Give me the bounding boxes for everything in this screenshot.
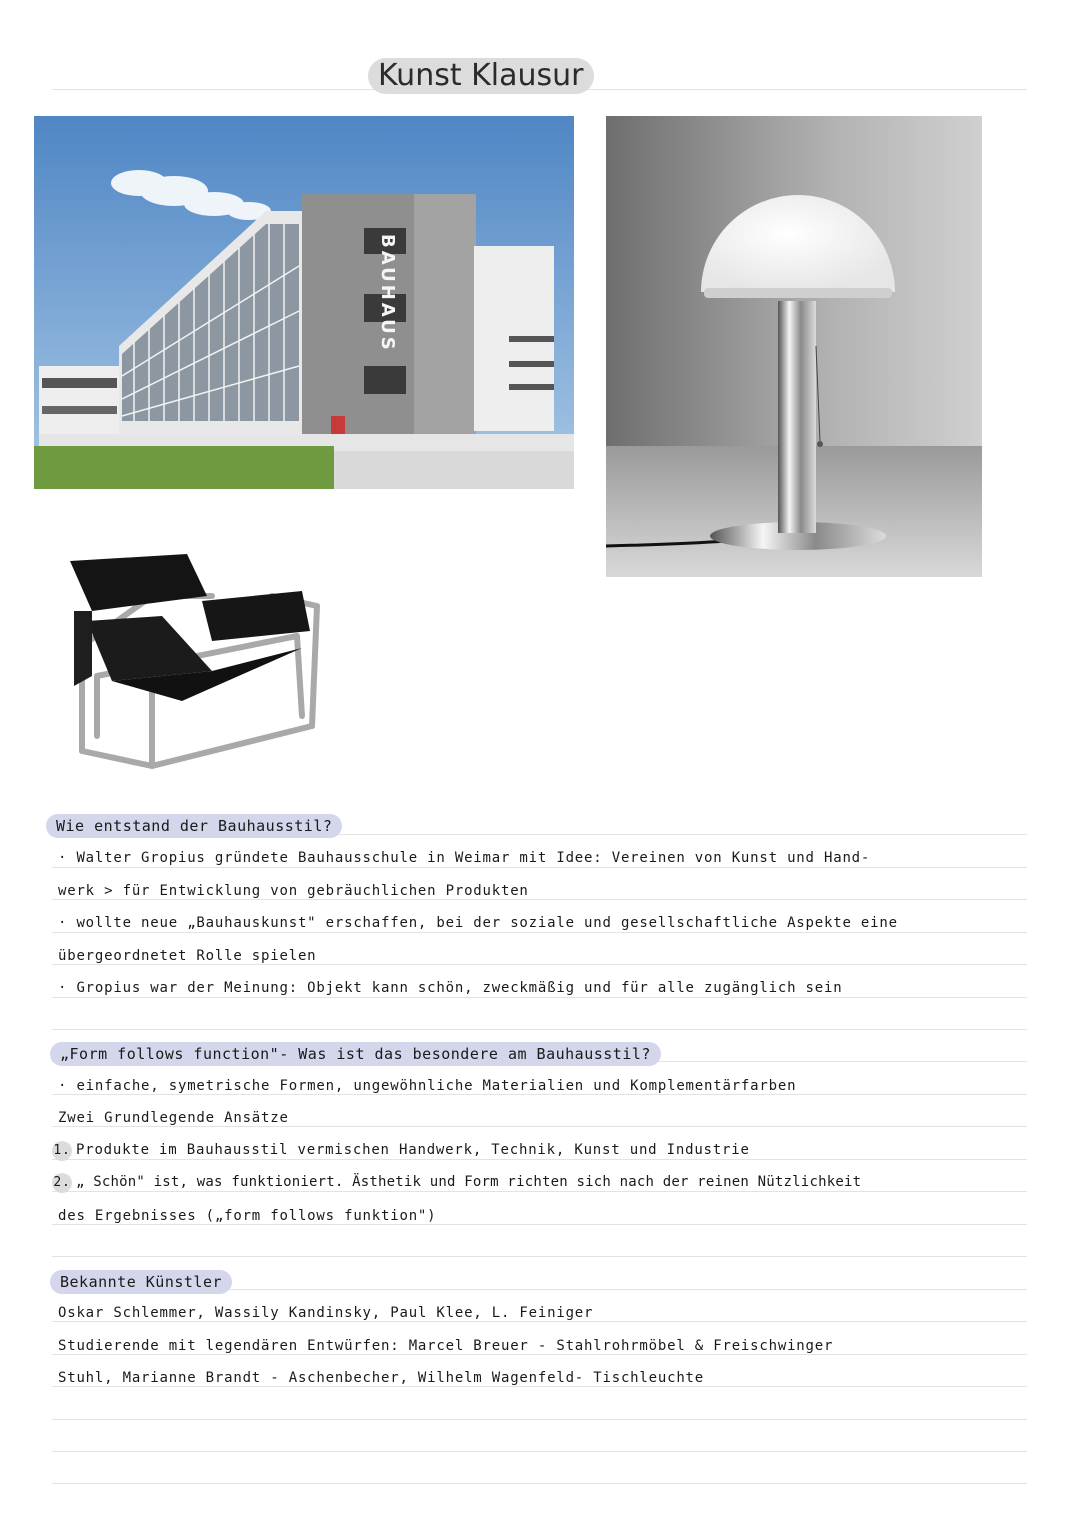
- numbered-point: [52, 1141, 750, 1161]
- ruled-line: [52, 867, 1027, 868]
- ruled-line: [52, 1321, 1027, 1322]
- note-line: Oskar Schlemmer, Wassily Kandinsky, Paul Klee, L. Feiniger: [58, 1305, 594, 1321]
- point-text: Produkte im Bauhausstil vermischen Handwerk, Technik, Kunst und Industrie: [76, 1142, 750, 1158]
- ruled-line: [52, 1419, 1027, 1420]
- ruled-line: [52, 1386, 1027, 1387]
- ruled-line: [52, 1224, 1027, 1225]
- ruled-line: [52, 899, 1027, 900]
- page-title: Kunst Klausur: [368, 58, 594, 94]
- ruled-line: [52, 997, 1027, 998]
- note-line: · wollte neue „Bauhauskunst" erschaffen, bei der soziale und gesellschaftliche Aspekte eine: [58, 915, 898, 931]
- ruled-line: [52, 932, 1027, 933]
- point-number-badge: 1.: [52, 1141, 72, 1161]
- bauhaus-sign: BAUHAUS: [377, 234, 398, 353]
- note-line: Zwei Grundlegende Ansätze: [58, 1110, 289, 1126]
- point-text: „ Schön" ist, was funktioniert. Ästhetik und Form richten sich nach der reinen Nützlichkeit: [76, 1174, 862, 1190]
- ruled-line: [52, 1354, 1027, 1355]
- ruled-line: [52, 1094, 1027, 1095]
- note-line: · Gropius war der Meinung: Objekt kann schön, zweckmäßig und für alle zugänglich sein: [58, 980, 843, 996]
- section-heading-origin: Wie entstand der Bauhausstil?: [46, 814, 342, 838]
- ruled-line: [52, 1451, 1027, 1452]
- ruled-line: [52, 1483, 1027, 1484]
- note-line: des Ergebnisses („form follows funktion"): [58, 1208, 437, 1224]
- note-line: übergeordnetet Rolle spielen: [58, 948, 317, 964]
- note-line: werk > für Entwicklung von gebräuchlichen Produkten: [58, 883, 529, 899]
- wagenfeld-lamp-photo: [606, 116, 982, 577]
- section-heading-artists: Bekannte Künstler: [50, 1270, 232, 1294]
- bauhaus-building-photo: [34, 116, 574, 489]
- note-line: · Walter Gropius gründete Bauhausschule in Weimar mit Idee: Vereinen von Kunst und Hand-: [58, 850, 871, 866]
- ruled-line: [52, 1029, 1027, 1030]
- point-number-badge: 2.: [52, 1173, 72, 1193]
- note-line: Stuhl, Marianne Brandt - Aschenbecher, Wilhelm Wagenfeld- Tischleuchte: [58, 1370, 705, 1386]
- note-line: · einfache, symetrische Formen, ungewöhnliche Materialien und Komplementärfarben: [58, 1078, 797, 1094]
- ruled-line: [52, 1126, 1027, 1127]
- note-line: Studierende mit legendären Entwürfen: Marcel Breuer - Stahlrohrmöbel & Freischwinger: [58, 1338, 834, 1354]
- ruled-line: [52, 964, 1027, 965]
- wassily-chair-photo: [52, 536, 342, 778]
- ruled-line: [52, 1256, 1027, 1257]
- section-heading-form: „Form follows function"- Was ist das besondere am Bauhausstil?: [50, 1042, 661, 1066]
- numbered-point: [52, 1173, 861, 1193]
